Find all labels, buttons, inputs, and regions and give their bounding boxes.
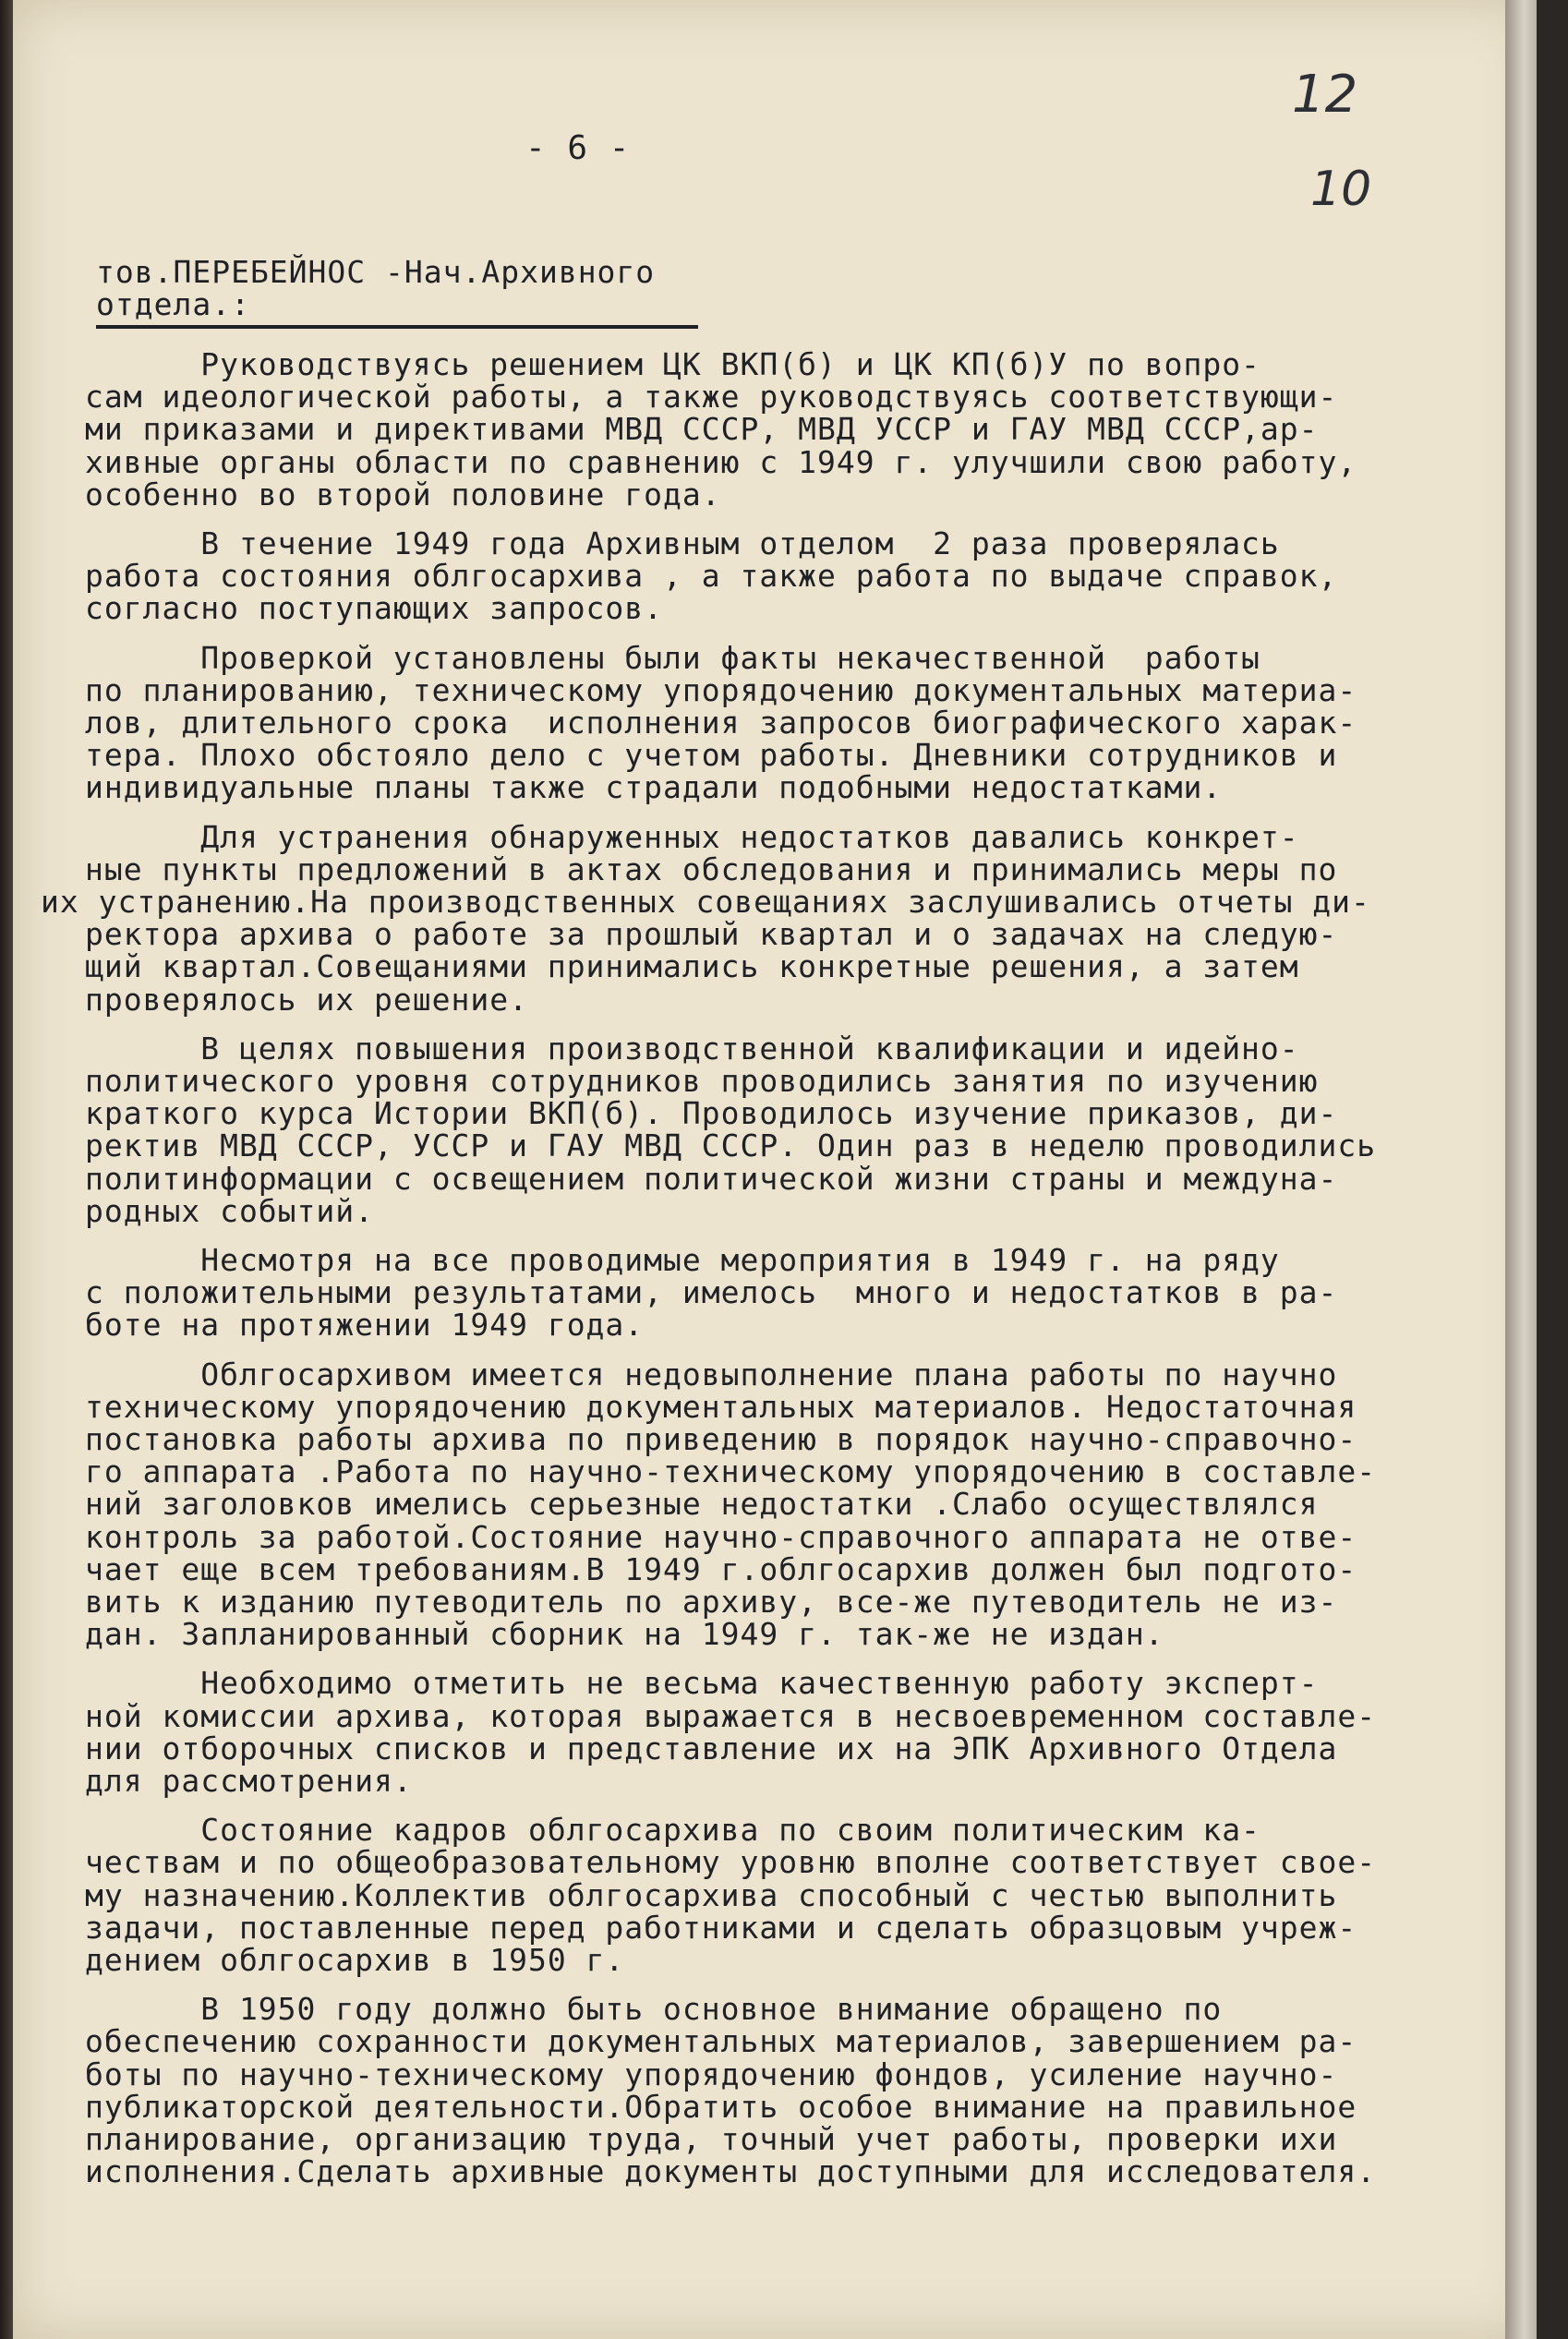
- text-line: с положительными результатами, имелось много и недостатков в ра-: [85, 1274, 1338, 1311]
- text-line: боте на протяжении 1949 года.: [85, 1307, 645, 1344]
- text-line: индивидуальные планы также страдали подобными недостатками.: [85, 769, 1223, 806]
- text-line: техническому упорядочению документальных материалов. Недостаточная: [85, 1388, 1357, 1425]
- text-line: дан. Запланированный сборник на 1949 г. так-же не издан.: [85, 1616, 1164, 1653]
- text-line: публикаторской деятельности.Обратить особое внимание на правильное: [85, 2088, 1357, 2125]
- text-line: задачи, поставленные перед работниками и сделать образцовым учреж-: [85, 1909, 1357, 1946]
- text-line: политинформации с освещением политической жизни страны и междуна-: [85, 1160, 1338, 1197]
- text-line: планирование, организацию труда, точный учет работы, проверки ихи: [85, 2121, 1338, 2157]
- text-line: постановка работы архива по приведению в порядок научно-справочно-: [85, 1421, 1357, 1457]
- page-number: - 6 -: [525, 129, 631, 167]
- text-line: работа состояния облгосархива , а также работа по выдаче справок,: [85, 558, 1338, 595]
- text-line: Облгосархивом имеется недовыполнение плана работы по научно: [85, 1356, 1338, 1393]
- text-line: родных событий.: [85, 1192, 375, 1229]
- handwritten-number-bottom: 10: [1310, 162, 1372, 217]
- text-line: вить к изданию путеводитель по архиву, все-же путеводитель не из-: [85, 1584, 1338, 1620]
- text-line: ной комиссии архива, которая выражается в несвоевременном составле-: [85, 1697, 1377, 1734]
- text-line: особенно во второй половине года.: [85, 476, 721, 512]
- text-line: Необходимо отметить не весьма качественную работу эксперт-: [85, 1665, 1319, 1702]
- text-line: ректора архива о работе за прошлый квартал и о задачах на следую-: [85, 916, 1338, 953]
- text-line: чает еще всем требованиям.В 1949 г.облгосархив должен был подгото-: [85, 1550, 1357, 1587]
- text-line: В течение 1949 года Архивным отделом 2 раза проверялась: [85, 525, 1280, 561]
- handwritten-number-top: 12: [1292, 65, 1358, 125]
- text-line: боты по научно-техническому упорядочению фондов, усиление научно-: [85, 2056, 1338, 2092]
- text-line: дением облгосархив в 1950 г.: [85, 1942, 625, 1978]
- addressee-underline: [96, 325, 698, 329]
- document-page: [13, 0, 1537, 2339]
- text-line: тера. Плохо обстояло дело с учетом работы. Дневники сотрудников и: [85, 737, 1338, 774]
- text-line: го аппарата .Работа по научно-техническому упорядочению в составле-: [85, 1453, 1377, 1490]
- text-line: ные пункты предложений в актах обследования и принимались меры по: [85, 850, 1338, 887]
- addressee-line-2: отдела.:: [96, 286, 250, 322]
- text-line: обеспечению сохранности документальных материалов, завершением ра-: [85, 2023, 1357, 2060]
- text-line: чествам и по общеобразовательному уровню вполне соответствует свое-: [85, 1844, 1377, 1881]
- binding-edge: [0, 0, 13, 2339]
- text-line: Проверкой установлены были факты некачественной работы: [85, 639, 1260, 676]
- text-line: лов, длительного срока исполнения запросов биографического харак-: [85, 705, 1357, 741]
- text-line: В целях повышения производственной квалификации и идейно-: [85, 1030, 1299, 1067]
- text-line: проверялось их решение.: [85, 981, 528, 1018]
- text-line: исполнения.Сделать архивные документы доступными для исследователя.: [85, 2153, 1377, 2190]
- addressee-line-1: тов.ПЕРЕБЕЙНОС -Нач.Архивного: [96, 254, 656, 290]
- text-line: ми приказами и директивами МВД СССР, МВД УССР и ГАУ МВД СССР,ар-: [85, 411, 1319, 448]
- text-line: нии отборочных списков и представление их на ЭПК Архивного Отдела: [85, 1730, 1338, 1766]
- text-line: контроль за работой.Состояние научно-справочного аппарата не отве-: [85, 1518, 1357, 1555]
- text-line: для рассмотрения.: [85, 1763, 413, 1799]
- text-line: Руководствуясь решением ЦК ВКП(б) и ЦК КП(б)У по вопро-: [85, 346, 1260, 382]
- text-line: Несмотря на все проводимые мероприятия в 1949 г. на ряду: [85, 1242, 1280, 1278]
- text-line: ний заголовков имелись серьезные недостатки .Слабо осуществлялся: [85, 1486, 1319, 1523]
- text-line: согласно поступающих запросов.: [85, 590, 664, 627]
- text-line: щий квартал.Совещаниями принимались конкретные решения, а затем: [85, 948, 1299, 985]
- page-edge: [1505, 0, 1537, 2339]
- text-line: Состояние кадров облгосархива по своим политическим ка-: [85, 1812, 1260, 1849]
- text-line: хивные органы области по сравнению с 1949 г. улучшили свою работу,: [85, 443, 1357, 480]
- text-line: му назначению.Коллектив облгосархива способный с честью выполнить: [85, 1876, 1338, 1913]
- text-line: политического уровня сотрудников проводились занятия по изучению: [85, 1063, 1319, 1099]
- text-line: по планированию, техническому упорядочению документальных материа-: [85, 671, 1357, 708]
- text-line: краткого курса Истории ВКП(б). Проводилось изучение приказов, ди-: [85, 1095, 1338, 1132]
- text-line: ректив МВД СССР, УССР и ГАУ МВД СССР. Один раз в неделю проводились: [85, 1127, 1377, 1164]
- text-line: сам идеологической работы, а также руководствуясь соответствующи-: [85, 379, 1338, 416]
- text-line: Для устранения обнаруженных недостатков давались конкрет-: [85, 818, 1299, 855]
- text-line: В 1950 году должно быть основное внимание обращено по: [85, 1991, 1223, 2028]
- text-line: их устранению.На производственных совещаниях заслушивались отчеты ди-: [41, 884, 1370, 920]
